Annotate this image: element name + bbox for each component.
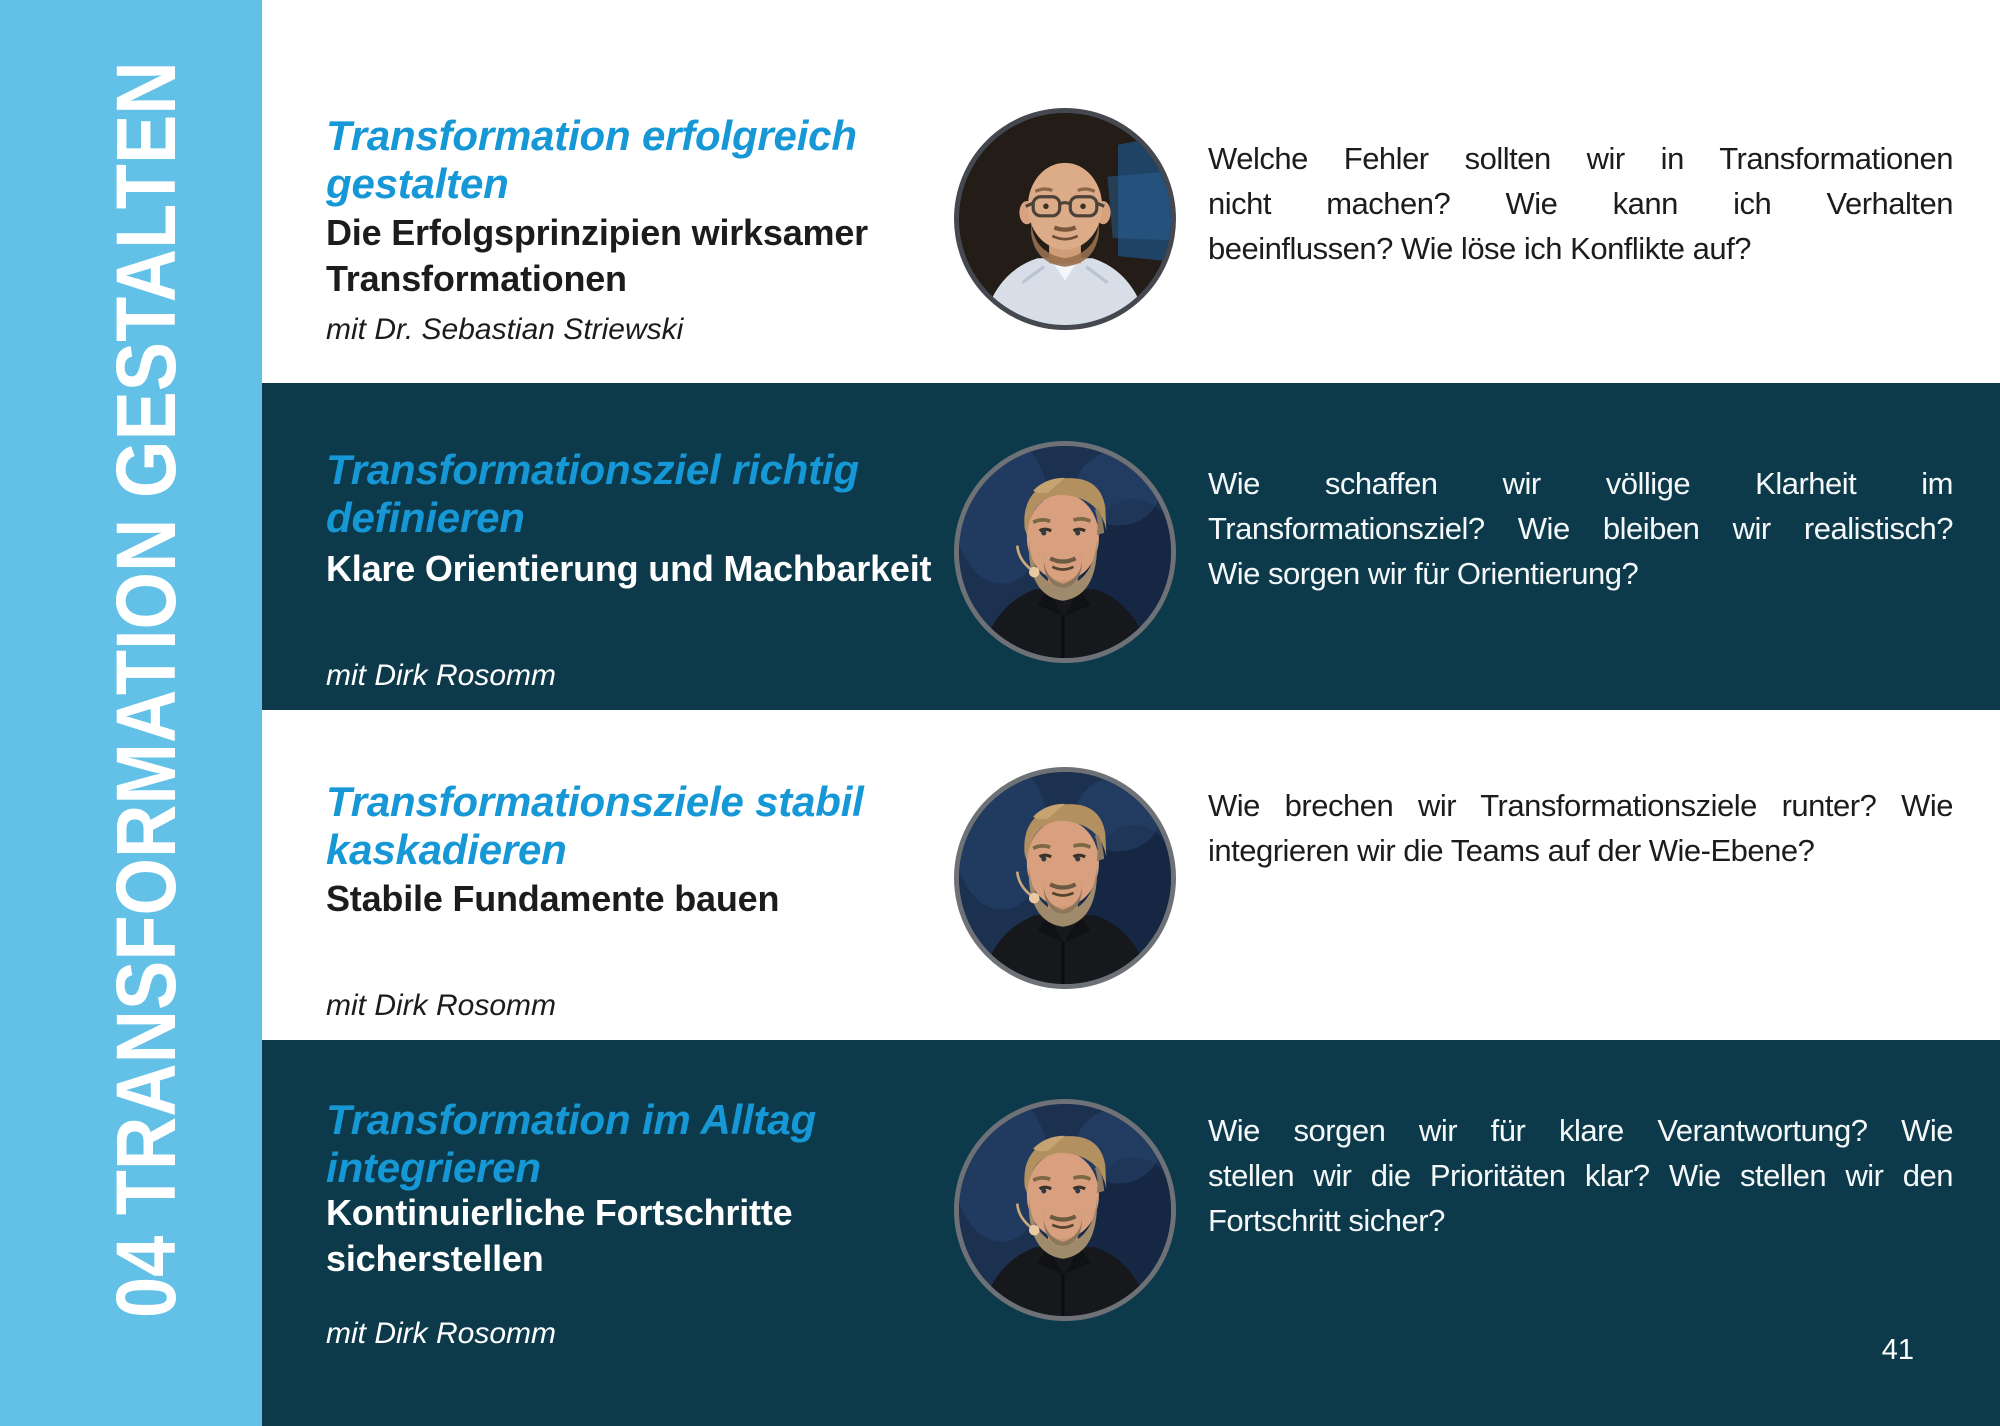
description-line: stellen wir die Prioritäten klar? Wie stellen wir den (1208, 1158, 1953, 1193)
description-line: beeinflussen? Wie löse ich Konflikte auf? (1208, 231, 1751, 266)
portrait-dirk-rosomm-icon (959, 446, 1171, 658)
session-description (1208, 783, 1953, 873)
speaker-photo (954, 441, 1176, 663)
chapter-title: 04 TRANSFORMATION GESTALTEN (99, 61, 193, 1319)
description-line: Wie brechen wir Transformationsziele runter? Wie (1208, 788, 1953, 823)
session-subtitle: Die Erfolgsprinzipien wirksamer Transformationen (326, 212, 868, 299)
session-title: Transformation im Alltag integrieren (326, 1096, 816, 1191)
session-row (262, 710, 2000, 1040)
session-row (262, 1040, 2000, 1426)
session-description (1208, 1108, 1953, 1243)
session-subtitle: Klare Orientierung und Machbarkeit (326, 548, 932, 589)
description-line: Welche Fehler sollten wir in Transformationen (1208, 141, 1953, 176)
session-speaker: mit Dr. Sebastian Striewski (326, 313, 684, 346)
session-subtitle: Kontinuierliche Fortschritte sicherstellen (326, 1192, 793, 1279)
description-line: nicht machen? Wie kann ich Verhalten (1208, 186, 1953, 221)
session-subtitle: Stabile Fundamente bauen (326, 878, 780, 919)
description-line: integrieren wir die Teams auf der Wie-Ebene? (1208, 833, 1815, 868)
chapter-sidebar (0, 0, 262, 1426)
session-speaker: mit Dirk Rosomm (326, 659, 556, 692)
session-description (1208, 461, 1953, 596)
description-line: Transformationsziel? Wie bleiben wir realistisch? (1208, 511, 1953, 546)
session-title: Transformation erfolgreich gestalten (326, 112, 857, 207)
session-speaker: mit Dirk Rosomm (326, 989, 556, 1022)
session-row (262, 0, 2000, 383)
session-title: Transformationsziele stabil kaskadieren (326, 778, 864, 873)
portrait-sebastian-striewski-icon (959, 113, 1171, 325)
speaker-photo (954, 1099, 1176, 1321)
portrait-dirk-rosomm-icon (959, 1104, 1171, 1316)
session-title: Transformationsziel richtig definieren (326, 446, 859, 541)
description-line: Wie schaffen wir völlige Klarheit im (1208, 466, 1953, 501)
description-line: Fortschritt sicher? (1208, 1203, 1445, 1238)
description-line: Wie sorgen wir für Orientierung? (1208, 556, 1639, 591)
speaker-photo (954, 108, 1176, 330)
session-row (262, 383, 2000, 710)
description-line: Wie sorgen wir für klare Verantwortung? Wie (1208, 1113, 1953, 1148)
page-number: 41 (1881, 1334, 1914, 1366)
speaker-photo (954, 767, 1176, 989)
portrait-dirk-rosomm-icon (959, 772, 1171, 984)
session-speaker: mit Dirk Rosomm (326, 1317, 556, 1350)
session-description (1208, 136, 1953, 271)
